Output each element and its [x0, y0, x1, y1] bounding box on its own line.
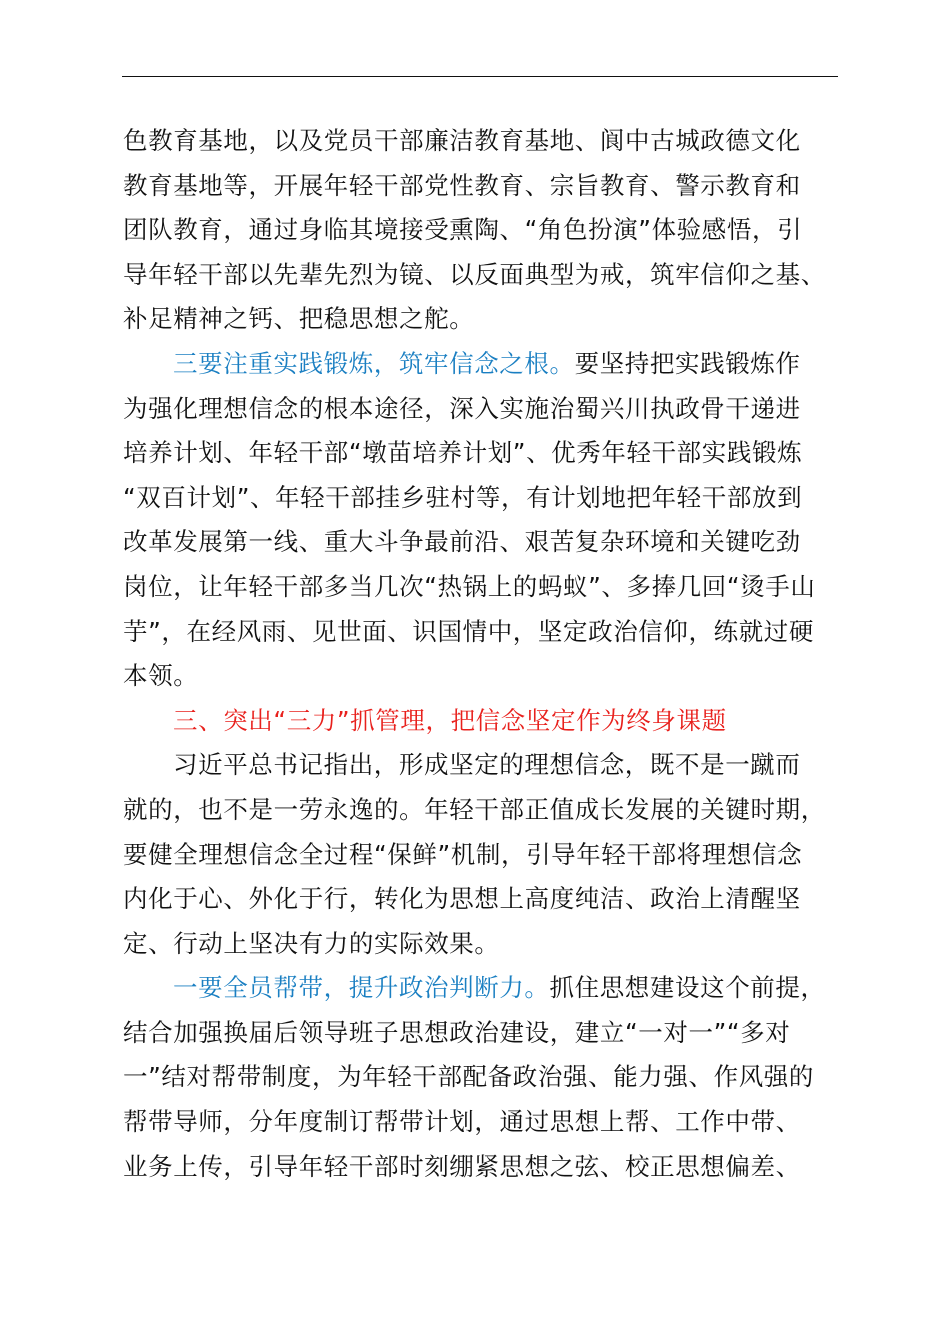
text-line: 岗位，让年轻干部多当几次“热锅上的蚂蚁”、多捧几回“烫手山: [123, 571, 816, 601]
text-line: 改革发展第一线、重大斗争最前沿、艰苦复杂环境和关键吃劲: [123, 527, 801, 557]
text-line: 导年轻干部以先辈先烈为镜、以反面典型为戒，筑牢信仰之基、: [123, 259, 826, 289]
text-line: 就的，也不是一劳永逸的。年轻干部正值成长发展的关键时期，: [123, 794, 826, 824]
text-line: 为强化理想信念的根本途径，深入实施治蜀兴川执政骨干递进: [123, 393, 801, 423]
text-line: 团队教育，通过身临其境接受熏陶、“角色扮演”体验感悟，引: [123, 215, 803, 245]
subheading-mentoring: 一要全员帮带，提升政治判断力。: [173, 973, 550, 1003]
text-line: 本领。: [123, 661, 199, 691]
paragraph-start-line: [123, 342, 863, 387]
text-fragment: 要坚持把实践锻炼作: [574, 348, 801, 378]
text-line: 一”结对帮带制度，为年轻干部配备政治强、能力强、作风强的: [123, 1062, 814, 1092]
header-rule: [122, 76, 838, 77]
text-line: 培养计划、年轻干部“墩苗培养计划”、优秀年轻干部实践锻炼: [123, 438, 803, 468]
text-line: 要健全理想信念全过程“保鲜”机制，引导年轻干部将理想信念: [123, 839, 803, 869]
text-line: 色教育基地，以及党员干部廉洁教育基地、阆中古城政德文化: [123, 126, 801, 155]
text-line: 教育基地等，开展年轻干部党性教育、宗旨教育、警示教育和: [123, 170, 801, 200]
text-line: 补足精神之钙、把稳思想之舵。: [123, 304, 475, 334]
paragraph-start-line: [123, 966, 863, 1011]
text-line: 内化于心、外化于行，转化为思想上高度纯洁、政治上清醒坚: [123, 884, 801, 914]
text-fragment: 抓住思想建设这个前提，: [549, 973, 826, 1003]
body-text: [123, 119, 863, 1189]
text-line: 定、行动上坚决有力的实际效果。: [123, 928, 500, 958]
text-line: “双百计划”、年轻干部挂乡驻村等，有计划地把年轻干部放到: [123, 482, 803, 512]
text-line: 习近平总书记指出，形成坚定的理想信念，既不是一蹴而: [173, 750, 801, 780]
text-line: 帮带导师，分年度制订帮带计划，通过思想上帮、工作中带、: [123, 1107, 801, 1137]
text-line: 芋”，在经风雨、见世面、识国情中，坚定政治信仰，练就过硬: [123, 616, 814, 646]
section-heading: 三、突出“三力”抓管理，把信念坚定作为终身课题: [173, 705, 727, 735]
text-line: 结合加强换届后领导班子思想政治建设，建立“一对一”“多对: [123, 1017, 791, 1047]
text-line: 业务上传，引导年轻干部时刻绷紧思想之弦、校正思想偏差、: [123, 1151, 801, 1181]
subheading-practice: 三要注重实践锻炼，筑牢信念之根。: [173, 348, 575, 378]
